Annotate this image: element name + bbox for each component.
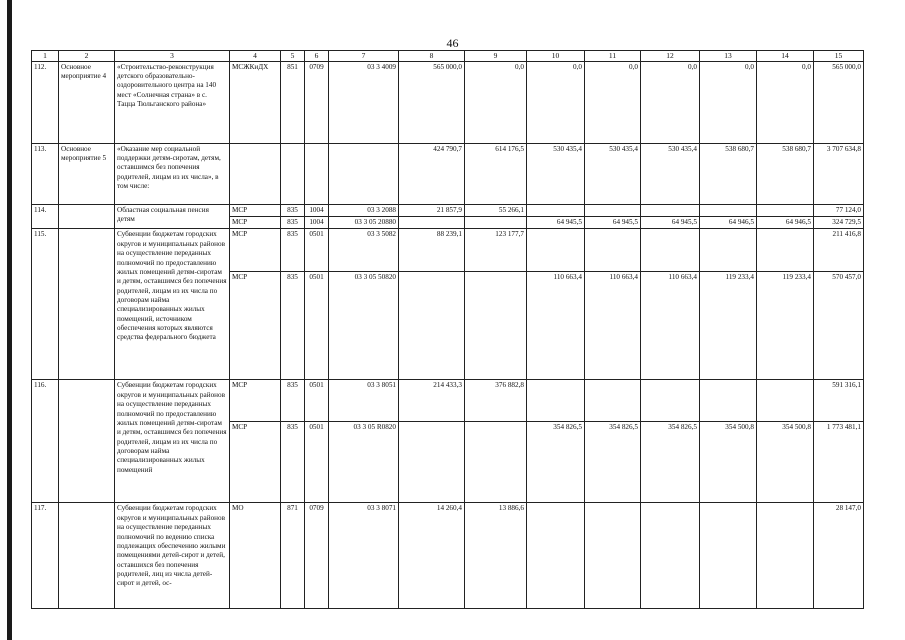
row-description: Субвенции бюджетам городских округов и муниципальных районов на осуществление переданных полномочий по предоставлению жилых помещений детям-сиротам и детям, оставшимся без попечения родителей, лицам из их числа по договорам найма специализированных жилых помещений [115, 380, 230, 503]
table-row [32, 503, 864, 609]
amount-cell: 123 177,7 [465, 229, 527, 272]
executor-cell: МСР [230, 229, 281, 272]
column-number: 8 [399, 51, 465, 62]
csr-cell: 03 3 5082 [329, 229, 399, 272]
csr-cell: 03 3 4009 [329, 61, 399, 143]
row-number: 117. [32, 503, 59, 609]
amount-cell: 13 886,6 [465, 503, 527, 609]
amount-cell: 0,0 [641, 61, 700, 143]
column-number: 3 [115, 51, 230, 62]
amount-cell: 64 945,5 [527, 217, 585, 229]
amount-cell [527, 380, 585, 422]
amount-cell: 110 663,4 [585, 272, 641, 380]
table-row [32, 380, 864, 422]
amount-cell [641, 229, 700, 272]
amount-cell: 376 882,8 [465, 380, 527, 422]
amount-cell: 424 790,7 [399, 143, 465, 204]
rzpr-cell: 0501 [305, 229, 329, 272]
amount-cell [641, 380, 700, 422]
amount-cell: 214 433,3 [399, 380, 465, 422]
table-row [32, 229, 864, 272]
amount-cell: 538 680,7 [757, 143, 814, 204]
amount-cell: 565 000,0 [814, 61, 864, 143]
csr-cell: 03 3 2088 [329, 204, 399, 216]
amount-cell [585, 503, 641, 609]
column-number: 13 [700, 51, 757, 62]
column-number: 6 [305, 51, 329, 62]
amount-cell: 0,0 [527, 61, 585, 143]
amount-cell: 77 124,0 [814, 204, 864, 216]
column-number: 5 [281, 51, 305, 62]
amount-cell: 530 435,4 [585, 143, 641, 204]
grbs-cell [281, 143, 305, 204]
amount-cell [641, 204, 700, 216]
rzpr-cell: 0709 [305, 61, 329, 143]
grbs-cell: 835 [281, 217, 305, 229]
amount-cell: 21 857,9 [399, 204, 465, 216]
rzpr-cell: 0501 [305, 380, 329, 422]
column-number: 2 [59, 51, 115, 62]
column-number: 10 [527, 51, 585, 62]
page-number: 46 [446, 36, 459, 50]
executor-cell: МСР [230, 217, 281, 229]
amount-cell [399, 422, 465, 503]
csr-cell: 03 3 8051 [329, 380, 399, 422]
amount-cell [465, 422, 527, 503]
amount-cell: 0,0 [465, 61, 527, 143]
amount-cell [757, 503, 814, 609]
csr-cell: 03 3 05 20880 [329, 217, 399, 229]
amount-cell: 110 663,4 [641, 272, 700, 380]
amount-cell: 530 435,4 [527, 143, 585, 204]
amount-cell [700, 229, 757, 272]
amount-cell [700, 503, 757, 609]
executor-cell: МСР [230, 204, 281, 216]
executor-cell: МО [230, 503, 281, 609]
rzpr-cell: 1004 [305, 204, 329, 216]
table-row [32, 61, 864, 143]
amount-cell: 354 826,5 [641, 422, 700, 503]
executor-cell: МСЖКиДХ [230, 61, 281, 143]
amount-cell [585, 229, 641, 272]
amount-cell: 119 233,4 [757, 272, 814, 380]
column-number: 12 [641, 51, 700, 62]
amount-cell [527, 503, 585, 609]
amount-cell: 354 500,8 [700, 422, 757, 503]
column-number: 7 [329, 51, 399, 62]
amount-cell: 55 266,1 [465, 204, 527, 216]
grbs-cell: 851 [281, 61, 305, 143]
grbs-cell: 835 [281, 422, 305, 503]
amount-cell: 591 316,1 [814, 380, 864, 422]
amount-cell: 119 233,4 [700, 272, 757, 380]
amount-cell: 88 239,1 [399, 229, 465, 272]
measure-name [59, 204, 115, 229]
amount-cell: 64 945,5 [585, 217, 641, 229]
grbs-cell: 835 [281, 272, 305, 380]
amount-cell: 64 945,5 [641, 217, 700, 229]
executor-cell [230, 143, 281, 204]
amount-cell [465, 272, 527, 380]
measure-name: Основное мероприятие 5 [59, 143, 115, 204]
amount-cell: 28 147,0 [814, 503, 864, 609]
amount-cell: 570 457,0 [814, 272, 864, 380]
amount-cell: 110 663,4 [527, 272, 585, 380]
amount-cell [700, 380, 757, 422]
row-number: 113. [32, 143, 59, 204]
amount-cell: 614 176,5 [465, 143, 527, 204]
amount-cell: 0,0 [585, 61, 641, 143]
table-row [32, 204, 864, 216]
rzpr-cell: 0501 [305, 422, 329, 503]
amount-cell [757, 229, 814, 272]
amount-cell: 354 826,5 [585, 422, 641, 503]
amount-cell [641, 503, 700, 609]
rzpr-cell: 1004 [305, 217, 329, 229]
measure-name [59, 229, 115, 380]
row-number: 112. [32, 61, 59, 143]
row-description: Областная социальная пенсия детям [115, 204, 230, 229]
amount-cell: 0,0 [700, 61, 757, 143]
row-description: «Строительство-реконструкция детского образовательно-оздоровительного центра на 140 мест «Солнечная страна» в с. Тацца Тюльганского района» [115, 61, 230, 143]
amount-cell [700, 204, 757, 216]
row-description: Субвенции бюджетам городских округов и муниципальных районов на осуществление переданных полномочий по предоставлению жилых помещений детям-сиротам и детям, оставшимся без попечения родителей, лицам из их числа по договорам найма специализированных жилых помещений, источником обеспечения которых являются средства федерального бюджета [115, 229, 230, 380]
csr-cell [329, 143, 399, 204]
amount-cell [527, 229, 585, 272]
amount-cell: 3 707 634,8 [814, 143, 864, 204]
amount-cell: 530 435,4 [641, 143, 700, 204]
measure-name [59, 380, 115, 503]
csr-cell: 03 3 05 R0820 [329, 422, 399, 503]
amount-cell: 1 773 481,1 [814, 422, 864, 503]
csr-cell: 03 3 8071 [329, 503, 399, 609]
rzpr-cell: 0709 [305, 503, 329, 609]
amount-cell [465, 217, 527, 229]
column-number: 4 [230, 51, 281, 62]
amount-cell [399, 217, 465, 229]
amount-cell: 64 946,5 [700, 217, 757, 229]
row-number: 114. [32, 204, 59, 229]
amount-cell [757, 380, 814, 422]
scan-binding-edge [7, 0, 12, 640]
table-row [32, 143, 864, 204]
budget-table [31, 50, 864, 609]
amount-cell: 565 000,0 [399, 61, 465, 143]
grbs-cell: 835 [281, 380, 305, 422]
csr-cell: 03 3 05 50820 [329, 272, 399, 380]
executor-cell: МСР [230, 380, 281, 422]
amount-cell: 0,0 [757, 61, 814, 143]
rzpr-cell [305, 143, 329, 204]
grbs-cell: 835 [281, 204, 305, 216]
rzpr-cell: 0501 [305, 272, 329, 380]
amount-cell [399, 272, 465, 380]
grbs-cell: 871 [281, 503, 305, 609]
amount-cell [527, 204, 585, 216]
column-number: 14 [757, 51, 814, 62]
amount-cell [585, 380, 641, 422]
row-number: 115. [32, 229, 59, 380]
row-description: Субвенции бюджетам городских округов и муниципальных районов на осуществление переданных полномочий по ведению списка подлежащих обеспечению жилыми помещениями детей-сирот и детей, оставшихся без попечения родителей, лиц из числа детей-сирот и детей, ос- [115, 503, 230, 609]
amount-cell [757, 204, 814, 216]
amount-cell: 64 946,5 [757, 217, 814, 229]
grbs-cell: 835 [281, 229, 305, 272]
amount-cell: 354 826,5 [527, 422, 585, 503]
column-number: 15 [814, 51, 864, 62]
executor-cell: МСР [230, 272, 281, 380]
row-number: 116. [32, 380, 59, 503]
column-number-row [32, 51, 864, 62]
amount-cell: 211 416,8 [814, 229, 864, 272]
amount-cell: 14 260,4 [399, 503, 465, 609]
measure-name [59, 503, 115, 609]
executor-cell: МСР [230, 422, 281, 503]
amount-cell [585, 204, 641, 216]
measure-name: Основное мероприятие 4 [59, 61, 115, 143]
row-description: «Оказание мер социальной поддержки детям-сиротам, детям, оставшимся без попечения родителей, лицам из их числа», в том числе: [115, 143, 230, 204]
column-number: 9 [465, 51, 527, 62]
column-number: 1 [32, 51, 59, 62]
amount-cell: 354 500,8 [757, 422, 814, 503]
column-number: 11 [585, 51, 641, 62]
amount-cell: 538 680,7 [700, 143, 757, 204]
amount-cell: 324 729,5 [814, 217, 864, 229]
